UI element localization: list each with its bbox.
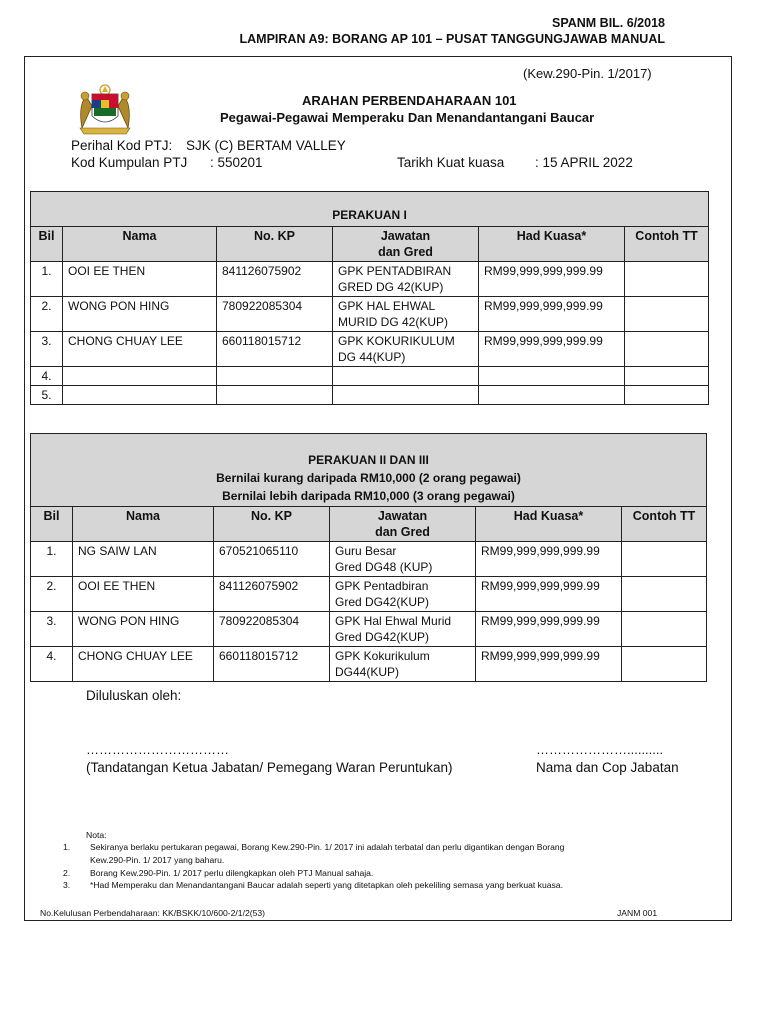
col-contoh-tt: Contoh TT xyxy=(622,507,707,542)
cell-contoh-tt xyxy=(625,367,709,386)
note-text: Sekiranya berlaku pertukaran pegawai, Borang Kew.290-Pin. 1/ 2017 ini adalah terbatal dan perlu digantikan dengan Borang xyxy=(90,842,565,852)
form-title: ARAHAN PERBENDAHARAAN 101 xyxy=(302,93,517,108)
cell-bil: 2. xyxy=(31,297,63,332)
cell-contoh-tt xyxy=(625,262,709,297)
malaysia-coat-of-arms-icon xyxy=(70,84,140,136)
cell-no-kp: 660118015712 xyxy=(217,332,333,367)
tarikh-value: : 15 APRIL 2022 xyxy=(535,155,633,170)
kumpulan-label: Kod Kumpulan PTJ xyxy=(71,155,188,170)
cell-jawatan: Guru Besar Gred DG48 (KUP) xyxy=(330,542,476,577)
cell-bil: 3. xyxy=(31,332,63,367)
cell-no-kp: 780922085304 xyxy=(214,612,330,647)
cell-had-kuasa: RM99,999,999,999.99 xyxy=(479,297,625,332)
col-bil: Bil xyxy=(31,507,73,542)
cell-contoh-tt xyxy=(622,577,707,612)
cell-nama: WONG PON HING xyxy=(63,297,217,332)
cell-jawatan: GPK KOKURIKULUM DG 44(KUP) xyxy=(333,332,479,367)
cell-nama xyxy=(63,386,217,405)
cell-bil: 5. xyxy=(31,386,63,405)
cell-jawatan: GPK Hal Ehwal Murid Gred DG42(KUP) xyxy=(330,612,476,647)
approval-label: Diluluskan oleh: xyxy=(86,688,182,703)
cell-contoh-tt xyxy=(625,332,709,367)
cell-no-kp xyxy=(217,367,333,386)
form-subtitle: Pegawai-Pegawai Memperaku Dan Menandantangani Baucar xyxy=(220,110,595,125)
signature-caption: (Tandatangan Ketua Jabatan/ Pemegang Waran Peruntukan) xyxy=(86,760,453,775)
perihal-label: Perihal Kod PTJ: xyxy=(71,138,173,153)
stamp-caption: Nama dan Cop Jabatan xyxy=(536,760,679,775)
cell-contoh-tt xyxy=(622,612,707,647)
col-nama: Nama xyxy=(73,507,214,542)
note-text: Borang Kew.290-Pin. 1/ 2017 perlu dilengkapkan oleh PTJ Manual sahaja. xyxy=(90,868,374,878)
cell-no-kp: 841126075902 xyxy=(214,577,330,612)
table-row xyxy=(31,297,709,332)
document-reference: SPANM BIL. 6/2018 xyxy=(551,16,665,30)
cell-no-kp: 670521065110 xyxy=(214,542,330,577)
col-had-kuasa: Had Kuasa* xyxy=(476,507,622,542)
cell-no-kp: 660118015712 xyxy=(214,647,330,682)
note-text: *Had Memperaku dan Menandantangani Baucar adalah seperti yang ditetapkan oleh pekeliling semasa yang berkuat kuasa. xyxy=(90,880,563,890)
cell-nama: OOI EE THEN xyxy=(73,577,214,612)
cell-had-kuasa: RM99,999,999,999.99 xyxy=(479,262,625,297)
cell-no-kp: 780922085304 xyxy=(217,297,333,332)
cell-jawatan: GPK HAL EHWAL MURID DG 42(KUP) xyxy=(333,297,479,332)
cell-bil: 2. xyxy=(31,577,73,612)
table-row xyxy=(31,577,707,612)
cell-had-kuasa xyxy=(479,386,625,405)
cell-no-kp xyxy=(217,386,333,405)
table-row xyxy=(31,542,707,577)
footer-code: JANM 001 xyxy=(617,908,658,918)
note-number: 1. xyxy=(63,842,71,852)
cell-jawatan xyxy=(333,367,479,386)
cell-had-kuasa: RM99,999,999,999.99 xyxy=(476,647,622,682)
cell-jawatan: GPK Kokurikulum DG44(KUP) xyxy=(330,647,476,682)
col-jawatan: Jawatan dan Gred xyxy=(333,227,479,262)
cell-no-kp: 841126075902 xyxy=(217,262,333,297)
perakuan-1-table xyxy=(30,191,709,405)
cell-nama: CHONG CHUAY LEE xyxy=(73,647,214,682)
perakuan-2-3-title: PERAKUAN II DAN III xyxy=(308,453,429,467)
table-row xyxy=(31,647,707,682)
col-no-kp: No. KP xyxy=(214,507,330,542)
cell-jawatan xyxy=(333,386,479,405)
tarikh-label: Tarikh Kuat kuasa xyxy=(397,155,505,170)
perakuan-2-3-sub2: Bernilai lebih daripada RM10,000 (3 orang pegawai) xyxy=(222,489,515,503)
note-number: 3. xyxy=(63,880,71,890)
col-no-kp: No. KP xyxy=(217,227,333,262)
footer-approval-number: No.Kelulusan Perbendaharaan: KK/BSKK/10/600-2/1/2(53) xyxy=(40,908,266,918)
cell-contoh-tt xyxy=(622,542,707,577)
cell-had-kuasa: RM99,999,999,999.99 xyxy=(476,577,622,612)
cell-bil: 3. xyxy=(31,612,73,647)
col-contoh-tt: Contoh TT xyxy=(625,227,709,262)
notes-heading: Nota: xyxy=(86,830,107,840)
perakuan-2-3-table xyxy=(30,433,707,682)
cell-bil: 4. xyxy=(31,647,73,682)
col-had-kuasa: Had Kuasa* xyxy=(479,227,625,262)
lampiran-title: LAMPIRAN A9: BORANG AP 101 – PUSAT TANGGUNGJAWAB MANUAL xyxy=(239,32,665,46)
cell-nama xyxy=(63,367,217,386)
perakuan-1-title: PERAKUAN I xyxy=(31,192,709,227)
col-jawatan: Jawatan dan Gred xyxy=(330,507,476,542)
note-number: 2. xyxy=(63,868,71,878)
kumpulan-value: : 550201 xyxy=(210,155,263,170)
cell-had-kuasa: RM99,999,999,999.99 xyxy=(479,332,625,367)
col-bil: Bil xyxy=(31,227,63,262)
table-row xyxy=(31,332,709,367)
cell-bil: 4. xyxy=(31,367,63,386)
col-nama: Nama xyxy=(63,227,217,262)
cell-nama: CHONG CHUAY LEE xyxy=(63,332,217,367)
perihal-value: SJK (C) BERTAM VALLEY xyxy=(186,138,346,153)
cell-had-kuasa: RM99,999,999,999.99 xyxy=(476,612,622,647)
stamp-line: ………………….......... xyxy=(536,742,664,757)
note-text-continued: Kew.290-Pin. 1/ 2017 yang baharu. xyxy=(90,855,225,865)
cell-contoh-tt xyxy=(625,386,709,405)
cell-contoh-tt xyxy=(622,647,707,682)
cell-bil: 1. xyxy=(31,542,73,577)
cell-contoh-tt xyxy=(625,297,709,332)
cell-had-kuasa xyxy=(479,367,625,386)
perakuan-2-3-header xyxy=(31,434,707,507)
cell-had-kuasa: RM99,999,999,999.99 xyxy=(476,542,622,577)
cell-jawatan: GPK PENTADBIRAN GRED DG 42(KUP) xyxy=(333,262,479,297)
cell-nama: WONG PON HING xyxy=(73,612,214,647)
cell-nama: NG SAIW LAN xyxy=(73,542,214,577)
table-row xyxy=(31,262,709,297)
table-row xyxy=(31,612,707,647)
perakuan-2-3-sub1: Bernilai kurang daripada RM10,000 (2 orang pegawai) xyxy=(216,471,521,485)
cell-nama: OOI EE THEN xyxy=(63,262,217,297)
signature-line: …………………………… xyxy=(86,742,229,757)
form-code: (Kew.290-Pin. 1/2017) xyxy=(523,66,652,81)
table-row xyxy=(31,386,709,405)
cell-bil: 1. xyxy=(31,262,63,297)
table-row xyxy=(31,367,709,386)
cell-jawatan: GPK Pentadbiran Gred DG42(KUP) xyxy=(330,577,476,612)
